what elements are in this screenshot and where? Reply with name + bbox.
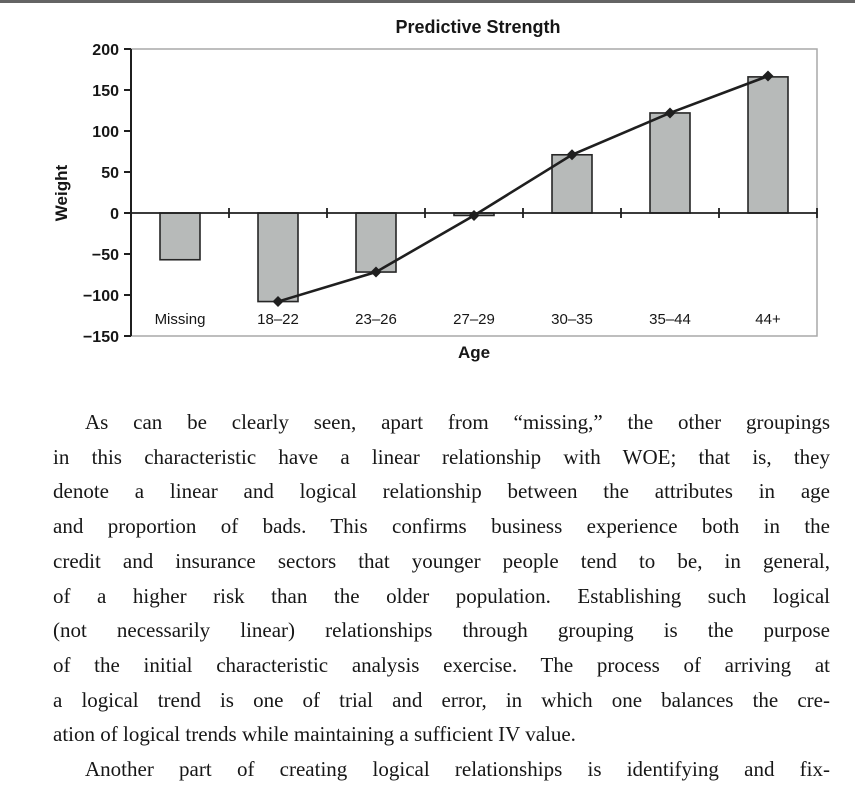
y-tick-label: −150 bbox=[82, 329, 119, 346]
body-text-line: in this characteristic have a linear relationship with WOE; that is, they bbox=[53, 444, 830, 469]
y-tick-label: 0 bbox=[110, 206, 119, 223]
body-text-line: of the initial characteristic analysis exercise. The process of arriving at bbox=[53, 652, 830, 677]
y-axis-title: Weight bbox=[52, 164, 71, 222]
body-text-line: a logical trend is one of trial and error, in which one balances the cre- bbox=[53, 687, 830, 712]
y-tick-label: −100 bbox=[82, 288, 119, 305]
y-tick-label: 100 bbox=[92, 124, 119, 141]
x-category-label: 35–44 bbox=[649, 311, 691, 328]
y-tick-label: −50 bbox=[91, 247, 119, 264]
plot-border bbox=[131, 49, 817, 336]
y-tick-label: 50 bbox=[101, 165, 119, 182]
body-text-line: of a higher risk than the older population. Establishing such logical bbox=[53, 583, 830, 608]
bar bbox=[258, 213, 298, 302]
y-tick-label: 150 bbox=[92, 83, 119, 100]
body-text-line: credit and insurance sectors that younger people tend to be, in general, bbox=[53, 548, 830, 573]
x-category-label: 18–22 bbox=[257, 311, 299, 328]
x-category-label: 23–26 bbox=[355, 311, 397, 328]
body-text-line: denote a linear and logical relationship between the attributes in age bbox=[53, 479, 830, 504]
trend-line bbox=[278, 76, 768, 302]
x-axis-title: Age bbox=[457, 343, 491, 362]
x-category-label: 30–35 bbox=[551, 311, 593, 328]
bar bbox=[160, 213, 200, 260]
body-text-line: Another part of creating logical relationships is identifying and fix- bbox=[85, 757, 830, 782]
bar bbox=[650, 113, 690, 213]
x-category-label: 27–29 bbox=[453, 311, 495, 328]
chart-title: Predictive Strength bbox=[395, 17, 561, 37]
predictive-strength-chart bbox=[0, 0, 855, 385]
x-category-label: Missing bbox=[154, 311, 206, 328]
body-text-line: ation of logical trends while maintaining a sufficient IV value. bbox=[53, 722, 576, 747]
body-text-line: (not necessarily linear) relationships through grouping is the purpose bbox=[53, 618, 830, 643]
x-category-label: 44+ bbox=[755, 311, 781, 328]
bar bbox=[748, 77, 788, 213]
y-tick-label: 200 bbox=[92, 42, 119, 59]
body-text bbox=[53, 405, 830, 787]
body-text-line: and proportion of bads. This confirms business experience both in the bbox=[53, 514, 830, 539]
body-text-line: As can be clearly seen, apart from “missing,” the other groupings bbox=[85, 410, 830, 434]
